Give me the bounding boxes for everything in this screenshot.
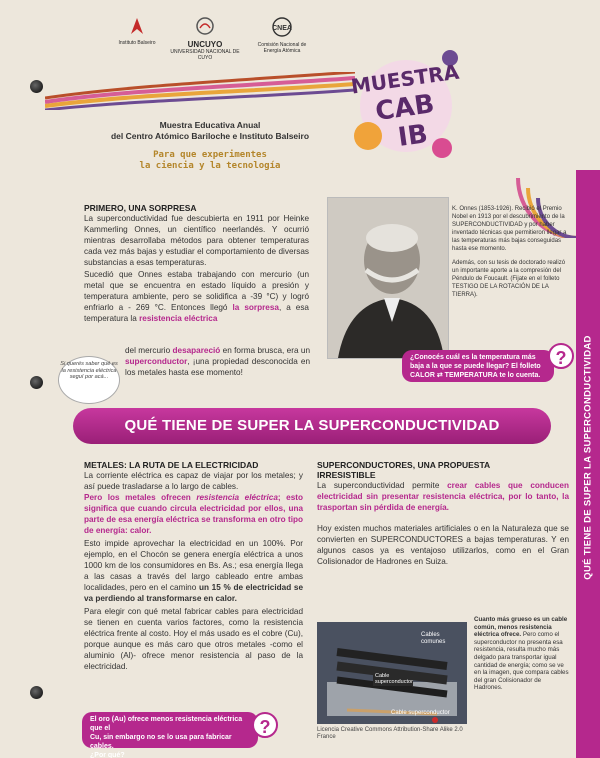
- logo-uncuyo: [170, 16, 240, 61]
- bubble-text: CALOR: [410, 372, 435, 379]
- portrait-icon: [328, 198, 448, 358]
- svg-text:CNEA: CNEA: [272, 25, 292, 32]
- section-heading: METALES: LA RUTA DE LA ELECTRICIDAD: [84, 460, 259, 470]
- highlight-text: un 15 % de electricidad se va perdiendo al transformarse en calor.: [84, 583, 303, 603]
- text-run: Pero los metales ofrecen: [84, 493, 197, 502]
- event-title-line: Muestra Educativa Anual: [159, 120, 261, 130]
- section-heading: PRIMERO, UNA SORPRESA: [84, 203, 197, 213]
- info-bubble-gold: [82, 712, 258, 758]
- text-run: , ¡una propiedad desconocida en los metales hasta ese momento!: [125, 357, 310, 377]
- logo-label: Instituto Balseiro: [118, 40, 156, 46]
- paragraph: [84, 538, 303, 604]
- bubble-line: baja a la que se puede llegar? El folleto: [410, 363, 541, 370]
- caption-text: K. Onnes (1853-1926). Recibió el Premio Nobel en 1913 por el descubrimiento de la SUPERCONDUCTIVIDAD y por haber inventado técnicas que permitieron llegar a las temperaturas más bajas conseguidas hasta ese momento.: [452, 206, 567, 252]
- balseiro-logo-icon: [127, 16, 147, 36]
- image-label: Cables comunes: [421, 632, 446, 645]
- muestra-cab-ib-badge: [350, 38, 462, 178]
- paragraph: Para elegir con qué metal fabricar cables para electricidad se tienen en cuenta varios factores, como la resistencia eléctrica frente al costo. Hoy el más usado es el cobre (Cu), porque aunque es más caro que otros metales -como el aluminio (Al)- ofrece menor resistencia al paso de la electricidad.: [84, 607, 303, 671]
- tagline-line: la ciencia y la tecnología: [139, 161, 281, 171]
- photo-caption: [452, 205, 570, 299]
- section-body: [84, 470, 303, 672]
- section-body: [84, 213, 309, 324]
- main-banner: QUÉ TIENE DE SUPER LA SUPERCONDUCTIVIDAD: [73, 408, 551, 444]
- bubble-line: [410, 371, 546, 380]
- section-heading: IRRESISTIBLE: [317, 470, 376, 480]
- note-bold: Cuanto más grueso es un cable común, menos resistencia eléctrica ofrece.: [474, 616, 568, 639]
- cables-photo: [317, 622, 467, 724]
- paragraph: Hoy existen muchos materiales artificiales o en la Naturaleza que se convierten en SUPERCONDUCTORES a bajas temperaturas. Y en algunos casos ya es ventajoso utilizarlos, como en el Gran Colisionador de Hadrones en Suiza.: [317, 524, 569, 566]
- text-run: del mercurio: [125, 346, 173, 355]
- cnea-logo-icon: [271, 16, 293, 38]
- side-banner: [576, 170, 600, 758]
- image-label: Cable superconductor: [375, 673, 413, 685]
- tagline: [80, 150, 340, 172]
- highlight-text: desapareció: [172, 346, 221, 355]
- paragraph: [84, 492, 303, 536]
- highlight-text: superconductor: [125, 357, 188, 366]
- side-banner-text: QUÉ TIENE DE SUPER LA SUPERCONDUCTIVIDAD: [582, 335, 594, 580]
- uncuyo-logo-icon: [195, 16, 215, 36]
- badge-text: CAB: [373, 89, 437, 128]
- binder-hole: [30, 686, 43, 699]
- text-run: La superconductividad permite: [317, 481, 448, 490]
- side-note: [58, 356, 120, 404]
- side-note-text: Si querés saber qué es la resistencia eléctrica seguí por acá...: [60, 361, 118, 381]
- text-run: Esto impide aprovechar la electricidad en un 100%. Por ejemplo, en el Chocón se genera energía eléctrica a unos 1000 km de los consumidores en Bs. As.; esa energía llega a las casas a través del largo cableado entre ambas localidades, pero en el camino: [84, 539, 303, 592]
- info-bubble-temperature: [402, 350, 554, 382]
- text-run: Sucedió que Onnes estaba trabajando con mercurio (un metal que se encuentra en estado líquido a presión y temperatura ambiente, pero se solidifica a -39 °C) y logró enfriarlo a - 269 °C. Entonces llegó: [84, 270, 309, 312]
- caption-text: Además, con su tesis de doctorado realizó un importante aporte a la compresión del Péndulo de Foucault. (Fijate en el folleto TESTIGO DE LA ROTACIÓN DE LA TIERRA).: [452, 260, 566, 298]
- badge-text: IB: [396, 119, 430, 153]
- logo-instituto-balseiro: [112, 16, 162, 46]
- license-note: Licencia Creative Commons Attribution-Share Alike 2.0 France: [317, 727, 463, 740]
- note-text: Pero como el superconductor no presenta esa resistencia, resulta mucho más delgado para transportar igual cantidad de energía; como se ve en la imagen, que compara cables del gran Colisionador de Hadrones.: [474, 631, 569, 692]
- bubble-line: ¿Conocés cuál es la temperatura más: [410, 354, 536, 361]
- highlight-text: resistencia eléctrica: [139, 314, 218, 323]
- tagline-line: Para que experimentes: [153, 150, 267, 160]
- bubble-text: TEMPERATURA te lo cuenta.: [444, 372, 541, 379]
- paragraph: La corriente eléctrica es capaz de viajar por los metales; y así puede trasladarse a lo largo de cables.: [84, 471, 303, 491]
- onnes-photo: [327, 197, 449, 359]
- highlight-text: crear cables que conducen electricidad sin presentar resistencia eléctrica, por lo tanto, la trasportan sin pérdida de energía.: [317, 481, 569, 512]
- section-heading: SUPERCONDUCTORES, UNA PROPUESTA: [317, 460, 491, 470]
- text-run: ; esto significa que cuando circula electricidad por ellos, una parte de esa energía eléctrica se transforma en otro tipo de energía: calor.: [84, 493, 304, 535]
- section-metales: [84, 460, 303, 672]
- section-body: [317, 480, 569, 567]
- paragraph: [84, 269, 309, 324]
- highlight-text: la sorpresa: [232, 303, 279, 312]
- logo-title: UNCUYO: [187, 40, 223, 49]
- badge-text: MUESTRA: [350, 59, 461, 99]
- logo-cnea: [252, 16, 312, 54]
- question-mark-icon: ?: [548, 343, 574, 369]
- bubble-line: El oro (Au) ofrece menos resistencia eléctrica que el: [90, 716, 243, 732]
- text-run: , a esa temperatura la: [84, 303, 309, 323]
- event-title-line: del Centro Atómico Bariloche e Instituto Balseiro: [110, 131, 310, 141]
- section-primero: [84, 203, 309, 324]
- text-run: en forma brusca, era un: [220, 346, 310, 355]
- logo-subtitle: Comisión Nacional de Energía Atómica: [257, 42, 307, 54]
- highlight-text: resistencia eléctrica: [196, 493, 278, 502]
- bubble-line: Cu, sin embargo no se lo usa para fabricar cables.: [90, 734, 232, 750]
- cables-note: [474, 616, 570, 692]
- binder-hole: [30, 80, 43, 93]
- section-continuation: [125, 345, 310, 378]
- question-mark-icon: ?: [252, 712, 278, 738]
- arrows-icon: ⇄: [436, 372, 443, 379]
- decorative-stripes: [45, 72, 355, 110]
- event-title: [80, 120, 340, 142]
- paragraph: La superconductividad fue descubierta en 1911 por Heinke Kammerling Onnes, un científico neerlandés. Y ocurrió mientras desarrollaba métodos para obtener temperaturas cada vez más bajas y estudiar el comportamiento de diversas substancias a esas temperaturas.: [84, 214, 309, 267]
- binder-hole: [30, 376, 43, 389]
- image-label: Cable superconductor: [391, 710, 450, 716]
- logo-subtitle: UNIVERSIDAD NACIONAL DE CUYO: [170, 49, 240, 61]
- paragraph: [317, 480, 569, 513]
- section-superconductores: [317, 460, 569, 567]
- bubble-line: ¿Por qué?: [90, 752, 125, 758]
